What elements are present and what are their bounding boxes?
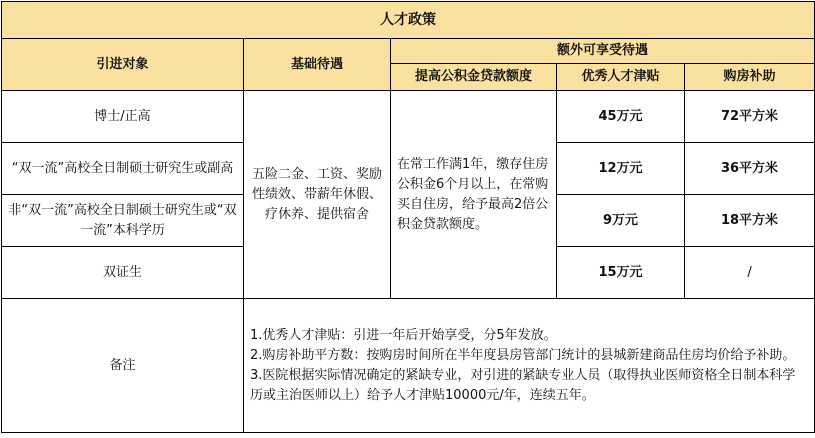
header-target: 引进对象 — [2, 39, 244, 91]
row-housing: 18平方米 — [685, 195, 815, 247]
row-housing: 36平方米 — [685, 143, 815, 195]
row-allowance: 15万元 — [557, 247, 685, 299]
header-basic: 基础待遇 — [244, 39, 391, 91]
row-allowance: 9万元 — [557, 195, 685, 247]
row-target: 非“双一流”高校全日制硕士研究生或“双一流”本科学历 — [2, 195, 244, 247]
header-allowance: 优秀人才津贴 — [557, 64, 685, 91]
row-housing: / — [685, 247, 815, 299]
row-housing: 72平方米 — [685, 91, 815, 143]
table-row — [2, 91, 815, 143]
notes-content — [244, 299, 815, 433]
fund-description: 在常工作满1年，缴存住房公积金6个月以上，在常购买自住房，给予最高2倍公积金贷款额度。 — [391, 91, 557, 299]
row-allowance: 45万元 — [557, 91, 685, 143]
header-housing: 购房补助 — [685, 64, 815, 91]
basic-benefits: 五险二金、工资、奖励性绩效、带薪年休假、疗休养、提供宿舍 — [244, 91, 391, 299]
row-target: 博士/正高 — [2, 91, 244, 143]
row-allowance: 12万元 — [557, 143, 685, 195]
row-target: “双一流”高校全日制硕士研究生或副高 — [2, 143, 244, 195]
note-item: 3.医院根据实际情况确定的紧缺专业，对引进的紧缺专业人员（取得执业医师资格全日制本科学历或主治医师以上）给予人才津贴10000元/年，连续五年。 — [250, 367, 796, 403]
talent-policy-table — [1, 1, 815, 433]
note-item: 1.优秀人才津贴：引进一年后开始享受，分5年发放。 — [250, 327, 557, 343]
notes-label: 备注 — [2, 299, 244, 433]
table-title: 人才政策 — [2, 2, 815, 39]
header-fund: 提高公积金贷款额度 — [391, 64, 557, 91]
row-target: 双证生 — [2, 247, 244, 299]
header-extra: 额外可享受待遇 — [391, 39, 815, 64]
note-item: 2.购房补助平方数：按购房时间所在半年度县房管部门统计的县城新建商品住房均价给予补助。 — [250, 347, 796, 363]
notes-row — [2, 299, 815, 433]
